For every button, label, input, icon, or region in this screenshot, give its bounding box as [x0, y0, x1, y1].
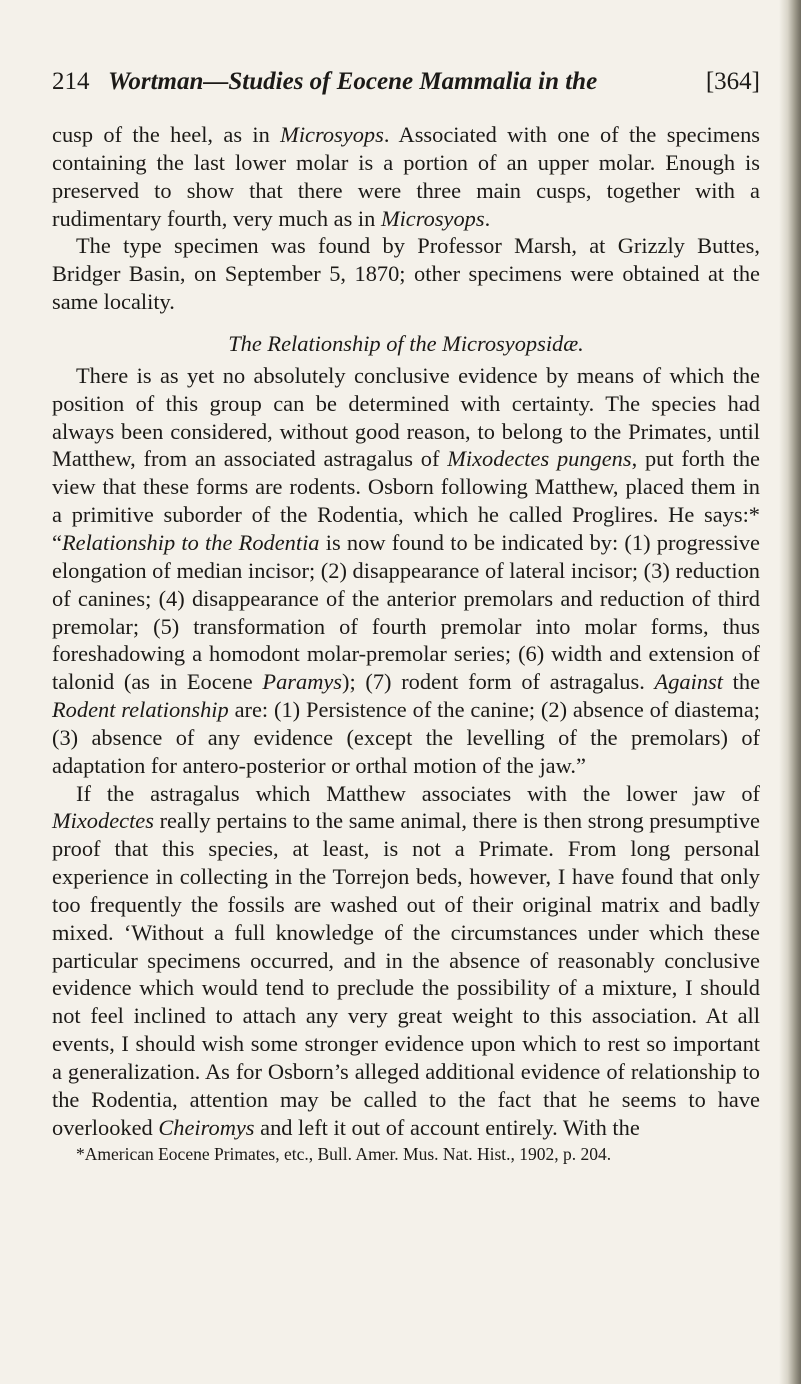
text-run: There is as yet no absolutely conclusive evidence by means of which the position of this group can be determined with certainty. The species had always been considered, without good reason, to belong to the Primates, until Matthew, from an associated astragalus of — [52, 362, 760, 472]
running-title — [108, 68, 597, 96]
text-run: the — [722, 669, 761, 695]
taxon-name: Mixodectes — [52, 808, 154, 834]
bracket-page-number: [364] — [705, 68, 760, 95]
taxon-name: Mixodectes pungens — [447, 446, 632, 472]
body-text — [52, 121, 760, 1165]
taxon-name: Microsyops — [280, 122, 384, 147]
page-number: 214 — [52, 68, 90, 95]
emphasis: Relationship to the Rodentia — [61, 529, 320, 555]
text-run: are: (1) Persistence of the canine; (2) absence of diastema; (3) absence of any evidence (except the levelling of the premolars) of adaptation for antero-posterior or orthal motion of the jaw.” — [52, 697, 760, 778]
running-title-part1: Wortman—Studies of — [108, 68, 337, 95]
emphasis: Against — [654, 669, 723, 695]
running-title-part2: Eocene Mammalia — [336, 68, 532, 95]
text-run: is now found to be indicated by: (1) progressive elongation of median incisor; (2) disappearance of lateral incisor; (3) reduction of canines; (4) disappearance of the anterior premolars and reduction of third premolar; (5) transformation of fourth premolar into molar forms, thus foreshadowing a homodont molar-premolar series; (6) width and extension of talonid (as in Eocene — [52, 529, 760, 695]
page-edge-shadow — [779, 0, 801, 1384]
text-run: and left it out of account entirely. With the — [254, 1114, 640, 1140]
section-heading: The Relationship of the Microsyopsidæ. — [228, 330, 584, 356]
book-page — [52, 68, 760, 1165]
taxon-name: Paramys — [262, 669, 343, 695]
text-run: , put forth the view that these forms are rodents. Osborn following Matthew, placed them in a primitive suborder of the Rodentia, which he called Proglires. He says:* “ — [52, 446, 760, 555]
taxon-name: Microsyops — [380, 205, 485, 231]
emphasis: Rodent relationship — [52, 697, 229, 723]
paragraph-2: The type specimen was found by Professor Marsh, at Grizzly Buttes, Bridger Basin, on September 5, 1870; other specimens were obtained at the same locality. — [52, 233, 760, 315]
text-run: ); (7) rodent form of astragalus. — [342, 669, 655, 695]
footnote: *American Eocene Primates, etc., Bull. Amer. Mus. Nat. Hist., 1902, p. 204. — [76, 1143, 612, 1164]
text-run: If the astragalus which Matthew associates with the lower jaw of — [76, 780, 760, 806]
text-run: cusp of the heel, as in — [52, 122, 281, 147]
text-run: . Associated with one of the specimens containing the last lower molar is a portion of an upper molar. Enough is preserved to show that there were three main cusps, together with a rudimentary fourth, very much as in — [52, 122, 760, 231]
running-head — [52, 68, 760, 102]
paragraph-1 — [52, 121, 760, 232]
text-run: really pertains to the same animal, there is then strong presumptive proof that this species, at least, is not a Primate. From long personal experience in collecting in the Torrejon beds, however, I have found that only too frequently the fossils are washed out of their original matrix and badly mixed. ‘Without a full knowledge of the circumstances under which these particular specimens occurred, and in the absence of reasonably conclusive evidence which would tend to preclude the possibility of a mixture, I should not feel inclined to attach any very great weight to this association. At all events, I should wish some stronger evidence upon which to rest so important a generalization. As for Osborn’s alleged additional evidence of relationship to the Rodentia, attention may be called to the fact that he seems to have overlooked — [52, 808, 760, 1140]
text-run: . — [484, 205, 491, 231]
running-title-part3: in the — [531, 68, 598, 95]
paragraph-4 — [52, 780, 760, 1142]
paragraph-3 — [52, 362, 760, 780]
taxon-name: Cheiromys — [158, 1114, 255, 1140]
